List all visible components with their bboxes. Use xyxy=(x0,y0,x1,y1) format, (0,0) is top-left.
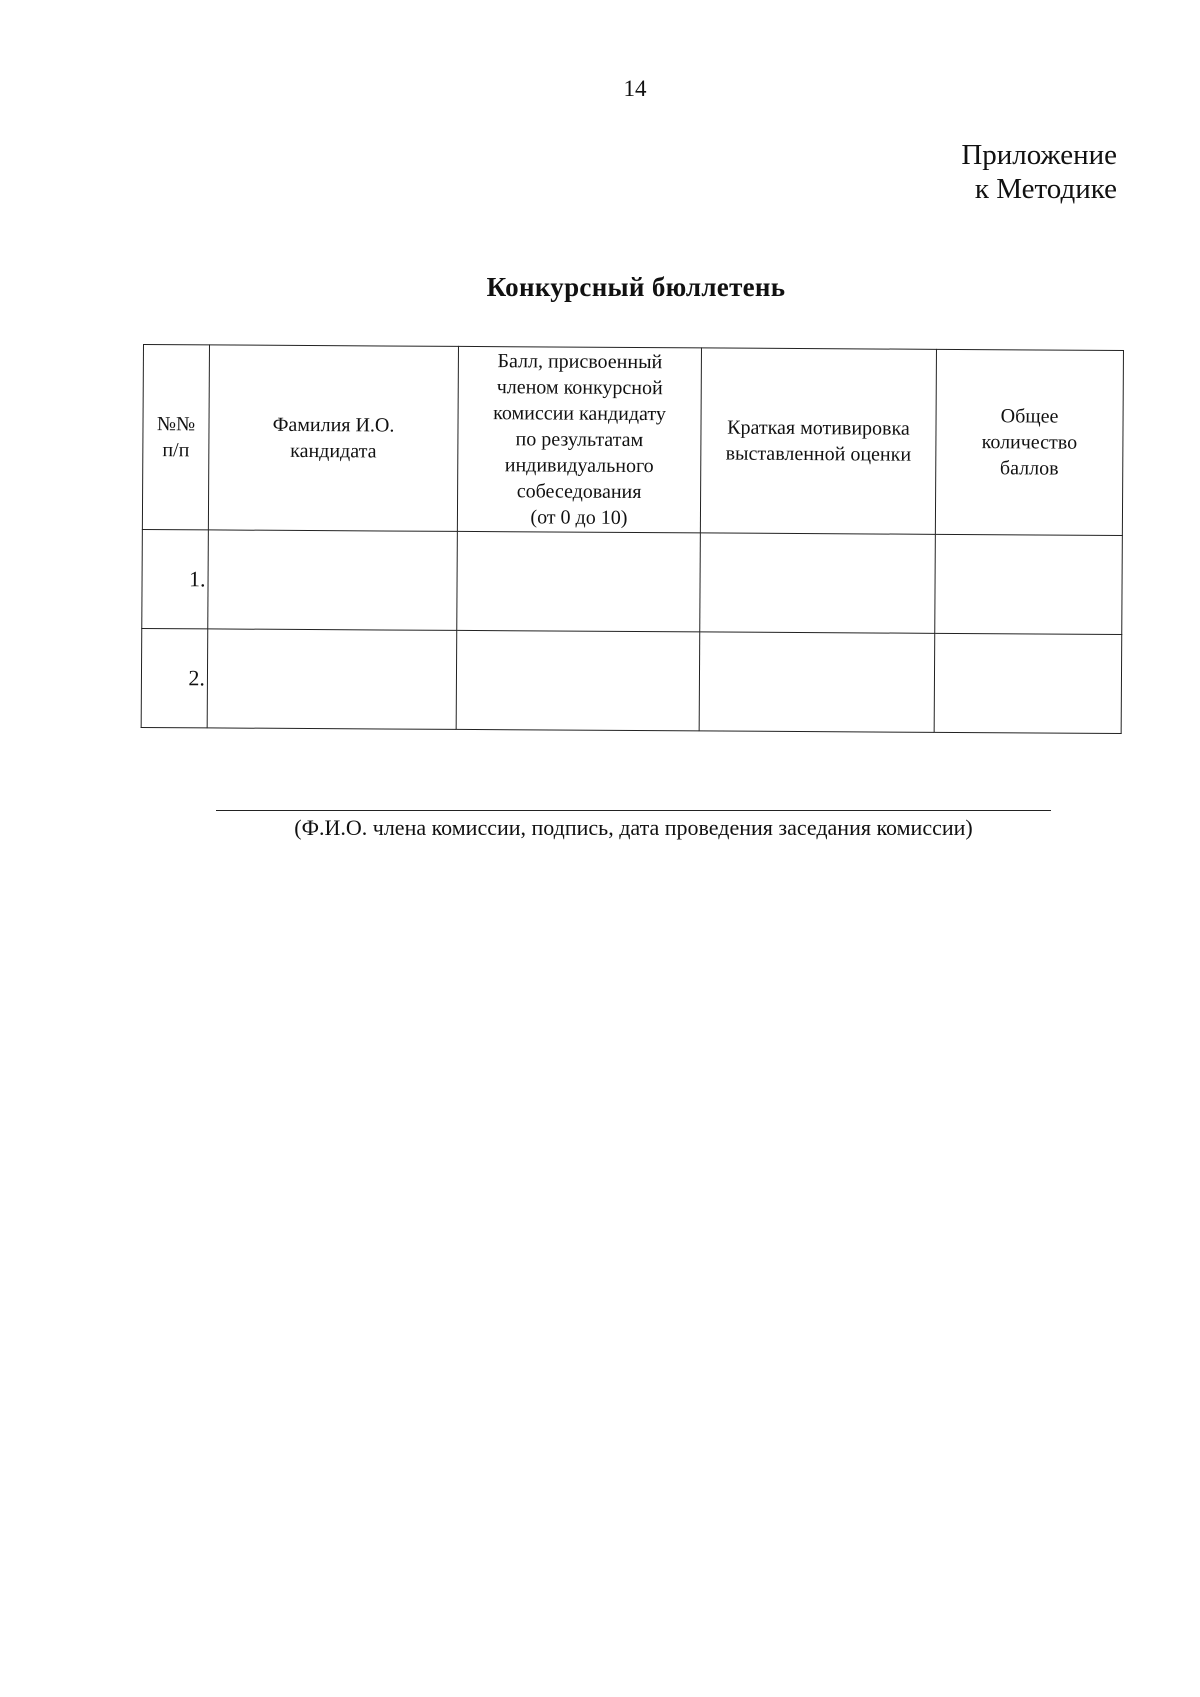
header-candidate-name xyxy=(208,345,458,532)
signature-caption: (Ф.И.О. члена комиссии, подпись, дата проведения заседания комиссии) xyxy=(294,815,973,840)
table-row xyxy=(142,529,1123,634)
table-row xyxy=(141,628,1122,733)
appendix-line-2: к Методике xyxy=(974,173,1117,205)
header-score-label: Балл, присвоенный членом конкурсной комиссии кандидату по результатам индивидуального собеседования (от 0 до 10) xyxy=(493,350,667,529)
header-total-label: Общее количество баллов xyxy=(981,405,1078,480)
motivation-cell[interactable] xyxy=(699,632,935,732)
candidate-name-cell[interactable] xyxy=(208,530,458,631)
table-header-row xyxy=(142,345,1123,536)
header-total xyxy=(935,349,1123,535)
appendix-note xyxy=(961,138,1117,206)
header-candidate-name-label: Фамилия И.О. кандидата xyxy=(272,413,395,463)
total-cell[interactable] xyxy=(934,633,1122,733)
row-number-cell: 2. xyxy=(141,628,208,727)
ballot-table xyxy=(141,344,1124,734)
appendix-line-1: Приложение xyxy=(961,139,1117,171)
document-title: Конкурсный бюллетень xyxy=(486,272,786,302)
motivation-cell[interactable] xyxy=(700,533,936,633)
total-cell[interactable] xyxy=(935,534,1123,634)
header-number-label: №№ п/п xyxy=(156,413,196,462)
header-score xyxy=(457,346,701,532)
header-motivation-label: Краткая мотивировка выставленной оценки xyxy=(725,416,912,466)
candidate-name-cell[interactable] xyxy=(207,629,457,730)
header-number xyxy=(142,345,209,530)
score-cell[interactable] xyxy=(457,531,701,631)
header-motivation xyxy=(700,348,936,534)
page-number: 14 xyxy=(623,76,647,101)
signature-line[interactable] xyxy=(216,810,1051,811)
row-number-cell: 1. xyxy=(142,529,209,628)
score-cell[interactable] xyxy=(456,630,700,730)
